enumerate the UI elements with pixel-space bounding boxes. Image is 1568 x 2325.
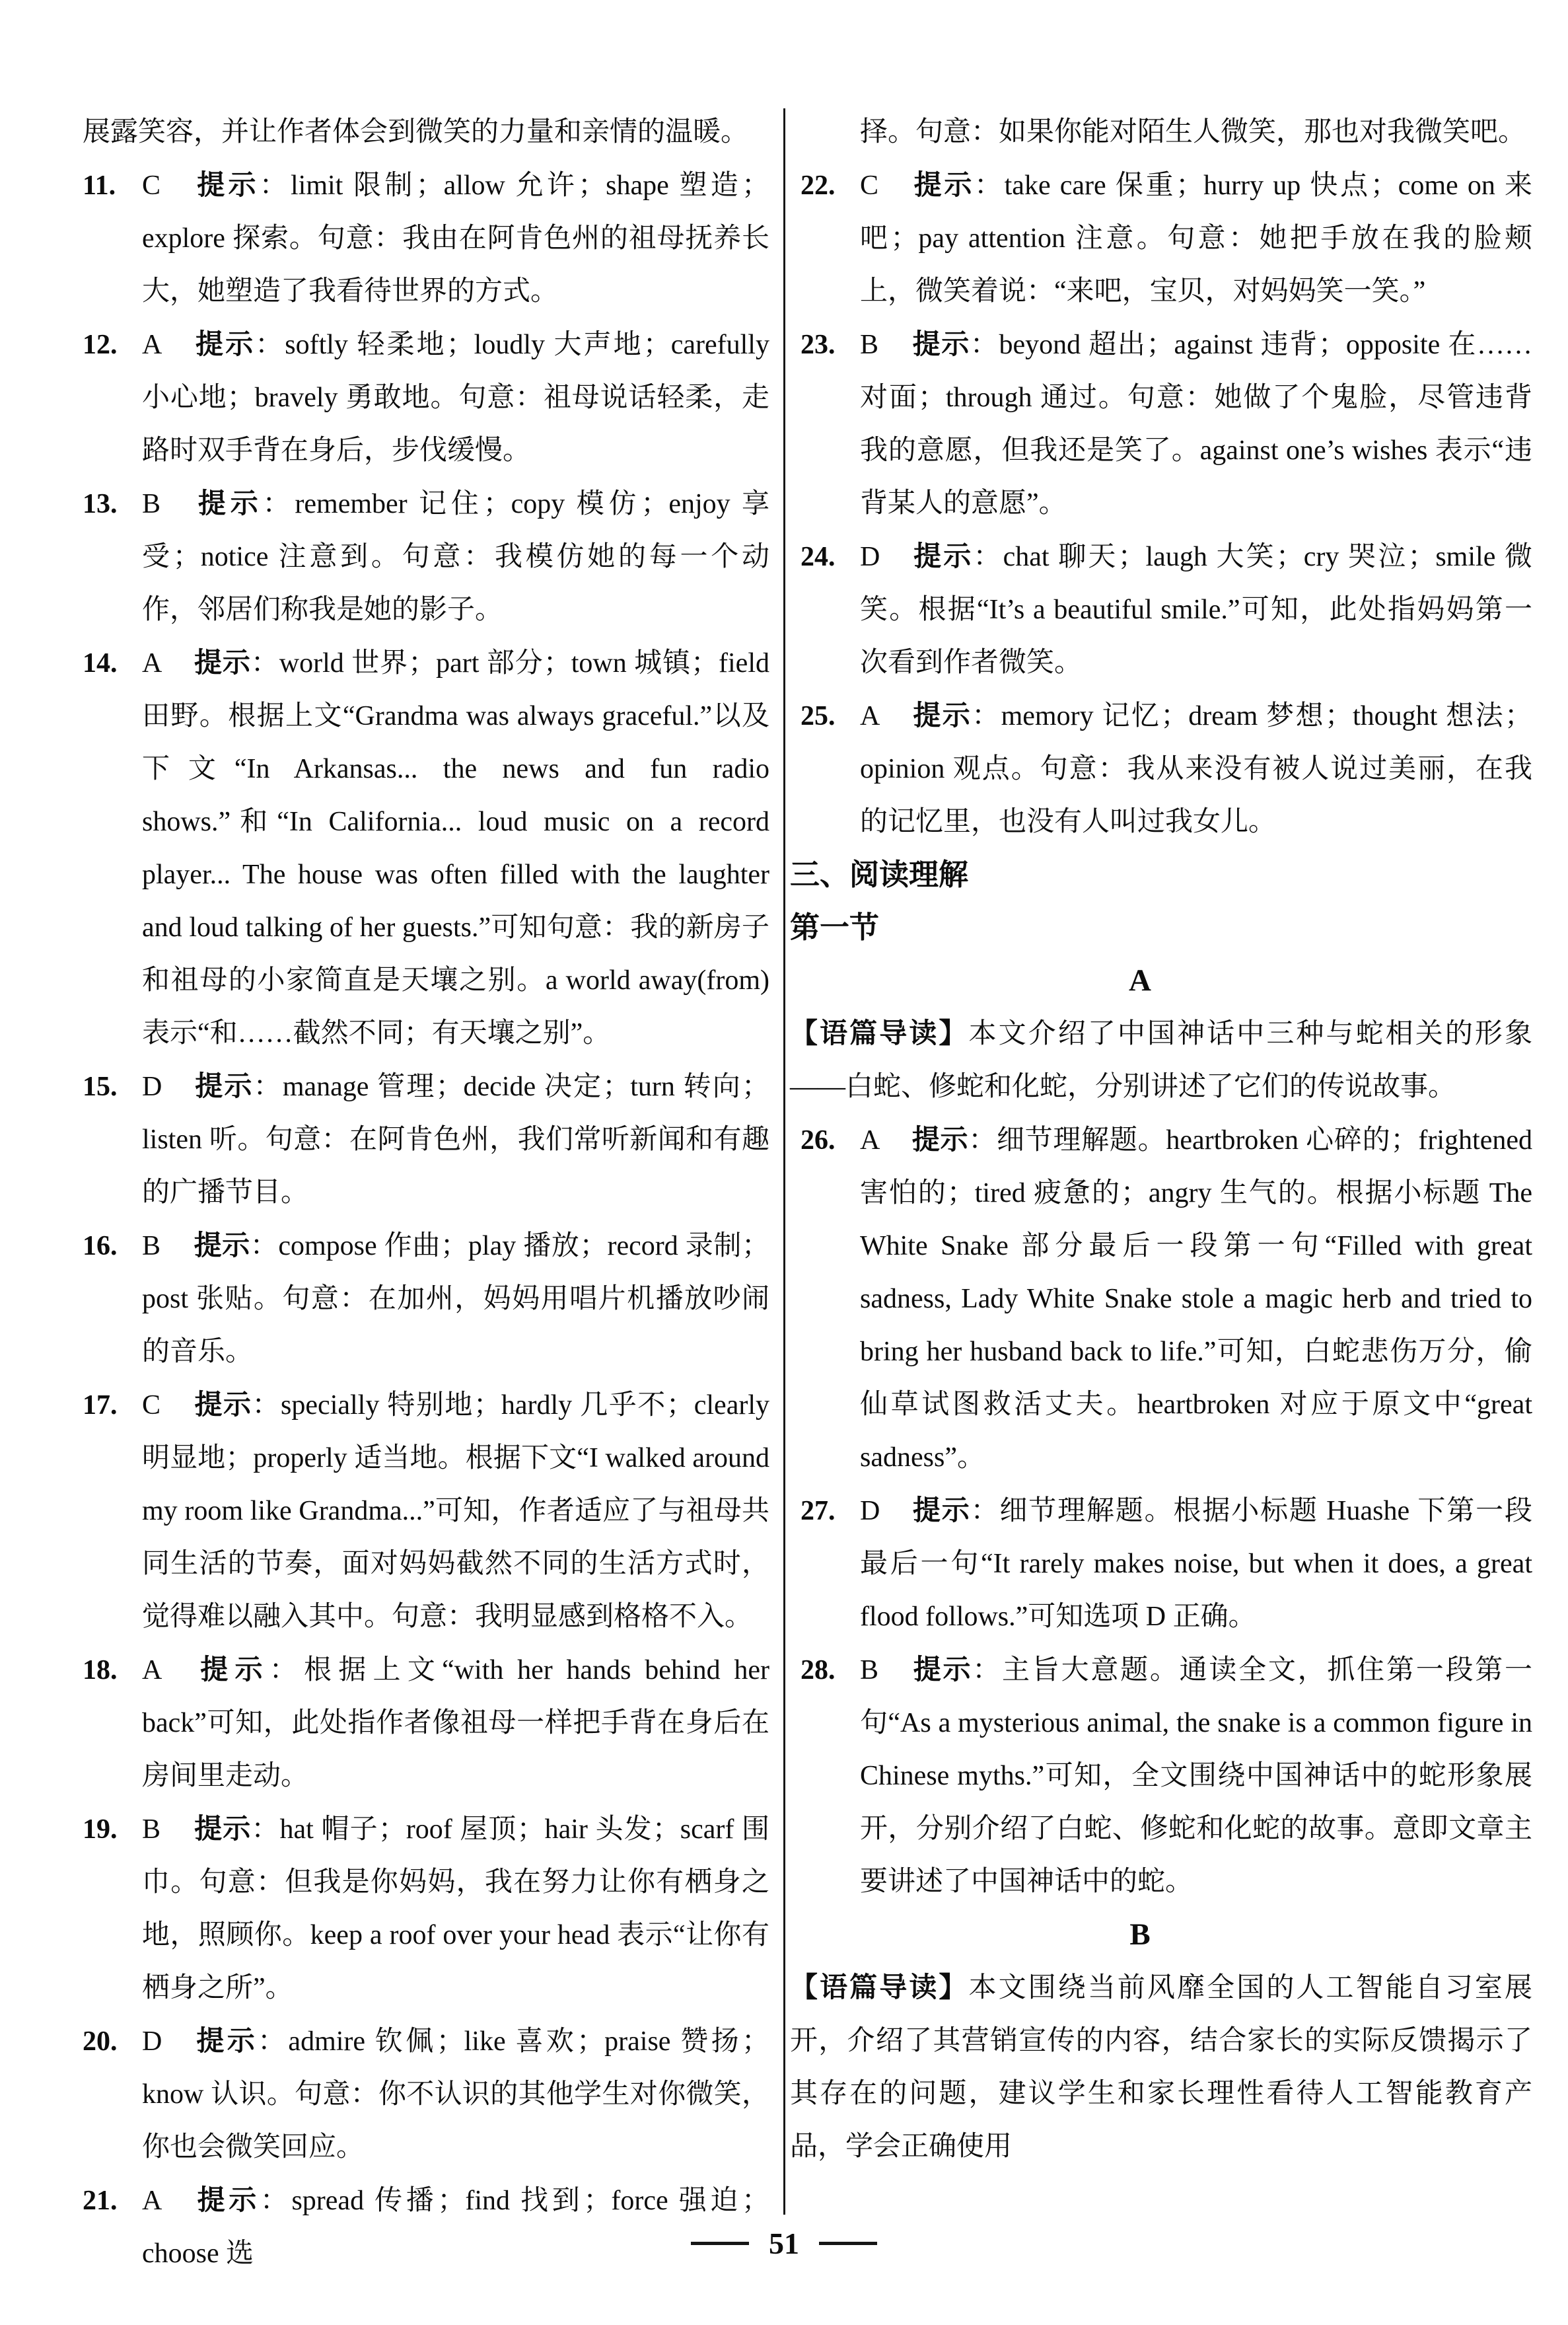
item-text: ：spread 传播；find 找到；force 强迫；choose 选	[142, 2186, 769, 2269]
answer-item-25	[801, 689, 1532, 848]
answer-item-19	[83, 1802, 769, 2014]
hint-label: 提示	[194, 2184, 260, 2215]
item-text: ：chat 聊天；laugh 大笑；cry 哭泣；smile 微笑。根据“It’s a beautiful smile.”可知，此处指妈妈第一次看到作者微笑。	[860, 542, 1532, 678]
item-text: ：主旨大意题。通读全文，抓住第一段第一句“As a mysterious animal, the snake is a common figure in Chinese myths.”可知，全文围绕中国神话中的蛇形象展开，分别介绍了白蛇、修蛇和化蛇的故事。意即文章主要讲述了中国神话中的蛇。	[860, 1655, 1532, 1897]
passage-a-label: A	[1129, 963, 1151, 998]
hint-label: 提示	[194, 647, 251, 678]
item-text: ：细节理解题。heartbroken 心碎的；frightened 害怕的；tired 疲惫的；angry 生气的。根据小标题 The White Snake 部分最后一段第一句“Filled with great sadness, Lady White Snake stole a magic herb and tried to bring her husband back to life.”可知，白蛇悲伤万分，偷仙草试图救活丈夫。heartbroken 对应于原文中“great sadness”。	[860, 1125, 1532, 1473]
hint-label: 提示	[194, 1230, 250, 1261]
answer-item-27	[801, 1484, 1532, 1643]
item-text: ：manage 管理；decide 决定；turn 转向；listen 听。句意：在阿肯色州，我们常听新闻和有趣的广播节目。	[142, 1072, 769, 1208]
item-number: 27.	[801, 1496, 836, 1526]
item-number: 15.	[83, 1072, 118, 1102]
answer-item-23	[801, 318, 1532, 530]
item-number: 28.	[801, 1655, 836, 1685]
page-number	[0, 2217, 1568, 2270]
page-number-value: 51	[769, 2227, 799, 2260]
passage-b-guide-paragraph	[790, 1961, 1532, 2173]
hint-label: 提示	[194, 1389, 252, 1420]
passage-a-guide-text: 本文介绍了中国神话中三种与蛇相关的形象——白蛇、修蛇和化蛇，分别讲述了它们的传说故事。	[790, 1019, 1532, 1102]
item-number: 13.	[83, 489, 118, 519]
answer-letter: A	[142, 330, 162, 360]
answer-letter: C	[860, 170, 879, 201]
hint-label: 提示	[911, 328, 970, 359]
item-number: 12.	[83, 330, 118, 360]
item-text: ：根据上文“with her hands behind her back”可知，此处指作者像祖母一样把手背在身后在房间里走动。	[142, 1655, 769, 1791]
answer-letter: D	[860, 542, 880, 572]
answer-item-18	[83, 1643, 769, 1802]
item-text: ：beyond 超出；against 违背；opposite 在……对面；through 通过。句意：她做了个鬼脸，尽管违背我的意愿，但我还是笑了。against one’s wishes 表示“违背某人的意愿”。	[860, 330, 1532, 519]
hint-label: 提示	[911, 1654, 973, 1685]
answer-item-13	[83, 477, 769, 636]
item-number: 21.	[83, 2186, 118, 2216]
item-number: 25.	[801, 701, 836, 731]
section-title-reading-comprehension: 三、阅读理解	[790, 858, 969, 891]
item-21-continuation: 择。句意：如果你能对陌生人微笑，那也对我微笑吧。	[860, 117, 1526, 147]
item-text: ：take care 保重；hurry up 快点；come on 来吧；pay attention 注意。句意：她把手放在我的脸颊上，微笑着说：“来吧，宝贝，对妈妈笑一笑。”	[860, 170, 1532, 307]
answer-letter: B	[142, 489, 161, 519]
left-column	[83, 106, 769, 2280]
answer-letter: A	[860, 1125, 880, 1156]
item-number: 18.	[83, 1655, 118, 1685]
answer-item-20	[83, 2014, 769, 2174]
hint-label: 提示	[194, 328, 256, 359]
page-number-right-dash	[819, 2242, 877, 2245]
answer-letter: C	[142, 1390, 161, 1421]
hint-label: 提示	[194, 2025, 258, 2056]
right-column	[790, 106, 1532, 2173]
item-number: 11.	[83, 170, 116, 201]
item-text: ：细节理解题。根据小标题 Huashe 下第一段最后一句“It rarely makes noise, but when it does, a great flood follows.”可知选项 D 正确。	[860, 1496, 1532, 1632]
item-text: ：specially 特别地；hardly 几乎不；clearly 明显地；properly 适当地。根据下文“I walked around my room like Grandma...”可知，作者适应了与祖母共同生活的节奏，面对妈妈截然不同的生活方式时，觉得难以融入其中。句意：我明显感到格格不入。	[142, 1390, 769, 1632]
answer-item-26	[801, 1113, 1532, 1484]
answer-item-24	[801, 530, 1532, 689]
answer-letter: A	[142, 648, 162, 679]
item-text: ：hat 帽子；roof 屋顶；hair 头发；scarf 围巾。句意：但我是你妈妈，我在努力让你有栖身之地，照顾你。keep a roof over your head 表示“让你有栖身之所”。	[142, 1814, 769, 2003]
item-text: ：limit 限制；allow 允许；shape 塑造；explore 探索。句意：我由在阿肯色州的祖母抚养长大，她塑造了我看待世界的方式。	[142, 170, 769, 307]
answer-letter: A	[860, 701, 880, 731]
hint-label: 提示	[194, 1813, 252, 1844]
hint-label: 提示	[194, 488, 263, 519]
answer-item-14	[83, 636, 769, 1060]
passage-b-guide-text: 本文围绕当前风靡全国的人工智能自习室展开，介绍了其营销宣传的内容，结合家长的实际反馈揭示了其存在的问题，建议学生和家长理性看待人工智能教育产品，学会正确使用	[790, 1973, 1532, 2162]
item-text: ：admire 钦佩；like 喜欢；praise 赞扬；know 认识。句意：你不认识的其他学生对你微笑，你也会微笑回应。	[142, 2026, 769, 2162]
answer-letter: D	[142, 1072, 162, 1102]
answer-item-16	[83, 1219, 769, 1378]
item-text: ：softly 轻柔地；loudly 大声地；carefully 小心地；bravely 勇敢地。句意：祖母说话轻柔，走路时双手背在身后，步伐缓慢。	[142, 330, 769, 466]
item-text: ：remember 记住；copy 模仿；enjoy 享受；notice 注意到。句意：我模仿她的每一个动作，邻居们称我是她的影子。	[142, 489, 769, 625]
answer-letter: B	[142, 1231, 161, 1261]
answer-letter: A	[142, 2186, 162, 2216]
answer-letter: C	[142, 170, 161, 201]
item-number: 14.	[83, 648, 118, 679]
hint-label: 提示	[911, 540, 974, 572]
column-divider	[783, 108, 785, 2215]
item-number: 17.	[83, 1390, 118, 1421]
item-number: 19.	[83, 1814, 118, 1845]
item-number: 23.	[801, 330, 836, 360]
hint-label: 提示	[194, 1070, 254, 1101]
answer-letter: D	[860, 1496, 880, 1526]
hint-label: 提示	[194, 1654, 269, 1685]
hint-label: 提示	[911, 700, 972, 731]
passage-b-label: B	[1129, 1917, 1151, 1952]
answer-item-12	[83, 318, 769, 477]
item-number: 26.	[801, 1125, 836, 1156]
answer-letter: B	[860, 1655, 879, 1685]
subsection-title-part-one: 第一节	[790, 910, 880, 944]
item-number: 24.	[801, 542, 836, 572]
hint-label: 提示	[911, 1124, 969, 1155]
answer-item-22	[801, 159, 1532, 318]
item-text: ：world 世界；part 部分；town 城镇；field 田野。根据上文“Grandma was always graceful.”以及下文“In Arkansas... the news and fun radio shows.”和“In California... loud music on a record player... The house was often filled with the laughter and loud talking of her guests.”可知句意：我的新房子和祖母的小家简直是天壤之别。a world away(from)表示“和……截然不同；有天壤之别”。	[142, 648, 769, 1049]
hint-label: 提示	[911, 1495, 971, 1526]
answer-item-28	[801, 1643, 1532, 1908]
answer-letter: B	[142, 1814, 161, 1845]
passage-a-guide-paragraph	[790, 1007, 1532, 1113]
item-number: 16.	[83, 1231, 118, 1261]
guide-reading-label: 【语篇导读】	[790, 1017, 969, 1049]
item-number: 22.	[801, 170, 836, 201]
item-number: 20.	[83, 2026, 118, 2057]
hint-label: 提示	[194, 169, 260, 200]
intro-continuation-paragraph: 展露笑容，并让作者体会到微笑的力量和亲情的温暖。	[83, 117, 749, 147]
guide-reading-label: 【语篇导读】	[790, 1972, 969, 2003]
hint-label: 提示	[911, 169, 974, 200]
answer-item-11	[83, 159, 769, 318]
answer-letter: B	[860, 330, 879, 360]
answer-item-15	[83, 1060, 769, 1219]
answer-letter: D	[142, 2026, 162, 2057]
answer-letter: A	[142, 1655, 162, 1685]
item-text: ：memory 记忆；dream 梦想；thought 想法；opinion 观点。句意：我从来没有被人说过美丽，在我的记忆里，也没有人叫过我女儿。	[860, 701, 1532, 837]
answer-item-17	[83, 1378, 769, 1643]
page-number-left-dash	[691, 2242, 749, 2245]
item-text: ：compose 作曲；play 播放；record 录制；post 张贴。句意：在加州，妈妈用唱片机播放吵闹的音乐。	[142, 1231, 769, 1367]
